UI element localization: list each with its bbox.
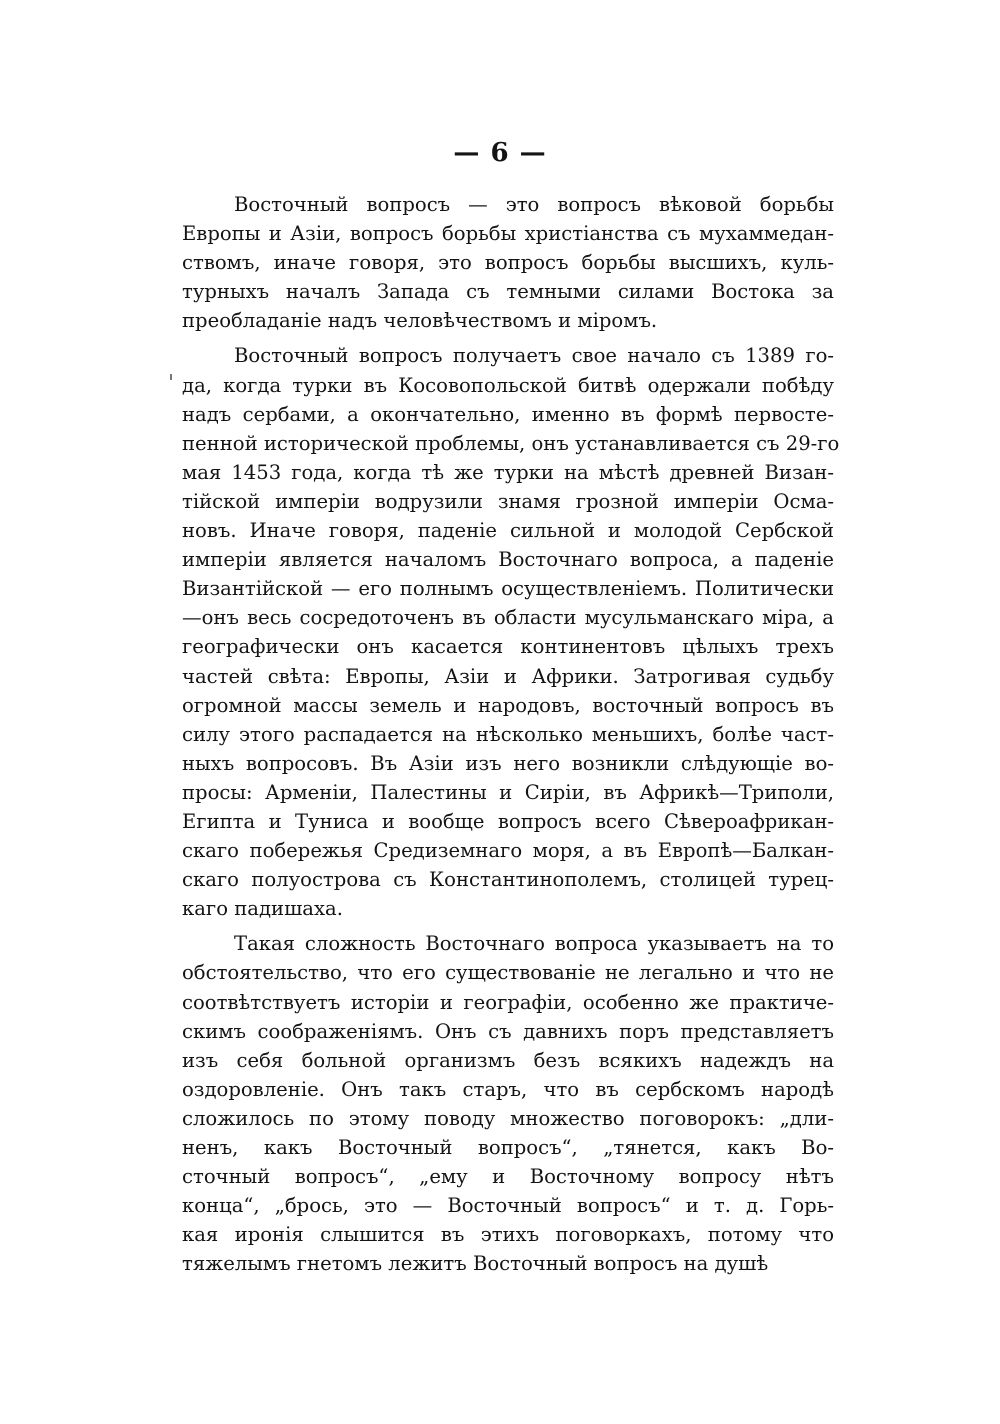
text-line: имперіи является началомъ Восточнаго вопроса, а паденіе (182, 548, 834, 572)
text-line: огромной массы земель и народовъ, восточный вопросъ въ (182, 693, 834, 717)
text-line: географически онъ касается континентовъ цѣлыхъ трехъ (182, 635, 834, 659)
text-line: скаго побережья Средиземнаго моря, а въ Европѣ—Балкан- (182, 839, 834, 863)
text-line: Восточный вопросъ — это вопросъ вѣковой борьбы (234, 193, 834, 216)
text-line: Такая сложность Восточнаго вопроса указываетъ на то (234, 932, 834, 956)
text-line: силу этого распадается на нѣсколько меньшихъ, болѣе част- (182, 722, 834, 746)
text-line: ствомъ, иначе говоря, это вопросъ борьбы высшихъ, куль- (182, 251, 834, 275)
text-line: да, когда турки въ Косовопольской битвѣ одержали побѣду (182, 373, 834, 397)
text-line: ненъ, какъ Восточный вопросъ“, „тянется, какъ Во- (182, 1136, 834, 1159)
text-line: оздоровленіе. Онъ такъ старъ, что въ сербскомъ народѣ (182, 1077, 834, 1101)
text-line: ныхъ вопросовъ. Въ Азіи изъ него возникли слѣдующіе во- (182, 751, 834, 775)
text-line: частей свѣта: Европы, Азіи и Африки. Затрогивая судьбу (182, 664, 834, 688)
text-line: —онъ весь сосредоточенъ въ области мусульманскаго міра, а (182, 606, 834, 630)
text-line: тійской имперіи водрузили знамя грозной имперіи Осма- (182, 489, 834, 513)
text-line: сложилось по этому поводу множество поговорокъ: „дли- (182, 1106, 834, 1130)
text-line: новъ. Иначе говоря, паденіе сильной и молодой Сербской (182, 519, 834, 543)
text-line: преобладаніе надъ человѣчествомъ и міромъ. (182, 309, 658, 333)
margin-mark (170, 374, 172, 380)
page-number: — 6 — (453, 138, 547, 168)
text-line: изъ себя больной организмъ безъ всякихъ надеждъ на (182, 1048, 834, 1072)
text-line: скаго полуострова съ Константинополемъ, столицей турец- (182, 868, 834, 892)
text-line: соотвѣтствуетъ исторіи и географіи, особенно же практиче- (182, 990, 834, 1014)
text-line: кая иронія слышится въ этихъ поговоркахъ, потому что (182, 1223, 834, 1247)
text-line: мая 1453 года, когда тѣ же турки на мѣстѣ древней Визан- (182, 460, 834, 484)
text-line: сточный вопросъ“, „ему и Восточному вопросу нѣтъ (182, 1165, 834, 1189)
paragraph-2 (182, 341, 840, 923)
text-line: Восточный вопросъ получаетъ свое начало съ 1389 го- (234, 344, 834, 368)
text-line: тяжелымъ гнетомъ лежитъ Восточный вопросъ на душѣ (182, 1252, 769, 1276)
text-line: скимъ соображеніямъ. Онъ съ давнихъ поръ представляетъ (182, 1019, 834, 1043)
text-line: пенной исторической проблемы, онъ устанавливается съ 29-го (182, 431, 840, 455)
paragraph-3 (182, 929, 834, 1278)
paragraph-1 (182, 190, 834, 335)
text-line: просы: Арменіи, Палестины и Сиріи, въ Африкѣ—Триполи, (182, 780, 834, 804)
text-line: Византійской — его полнымъ осуществленіемъ. Политически (182, 577, 834, 601)
text-line: Египта и Туниса и вообще вопросъ всего Сѣвероафрикан- (182, 809, 834, 833)
text-line: каго падишаха. (182, 897, 343, 921)
text-line: турныхъ началъ Запада съ темными силами Востока за (182, 280, 834, 304)
text-line: Европы и Азіи, вопросъ борьбы христіанства съ мухаммедан- (182, 222, 834, 246)
body-text (182, 190, 840, 1278)
text-line: обстоятельство, что его существованіе не легально и что не (182, 961, 834, 985)
text-line: надъ сербами, а окончательно, именно въ формѣ первосте- (182, 402, 834, 426)
text-line: конца“, „брось, это — Восточный вопросъ“ и т. д. Горь- (182, 1194, 834, 1218)
